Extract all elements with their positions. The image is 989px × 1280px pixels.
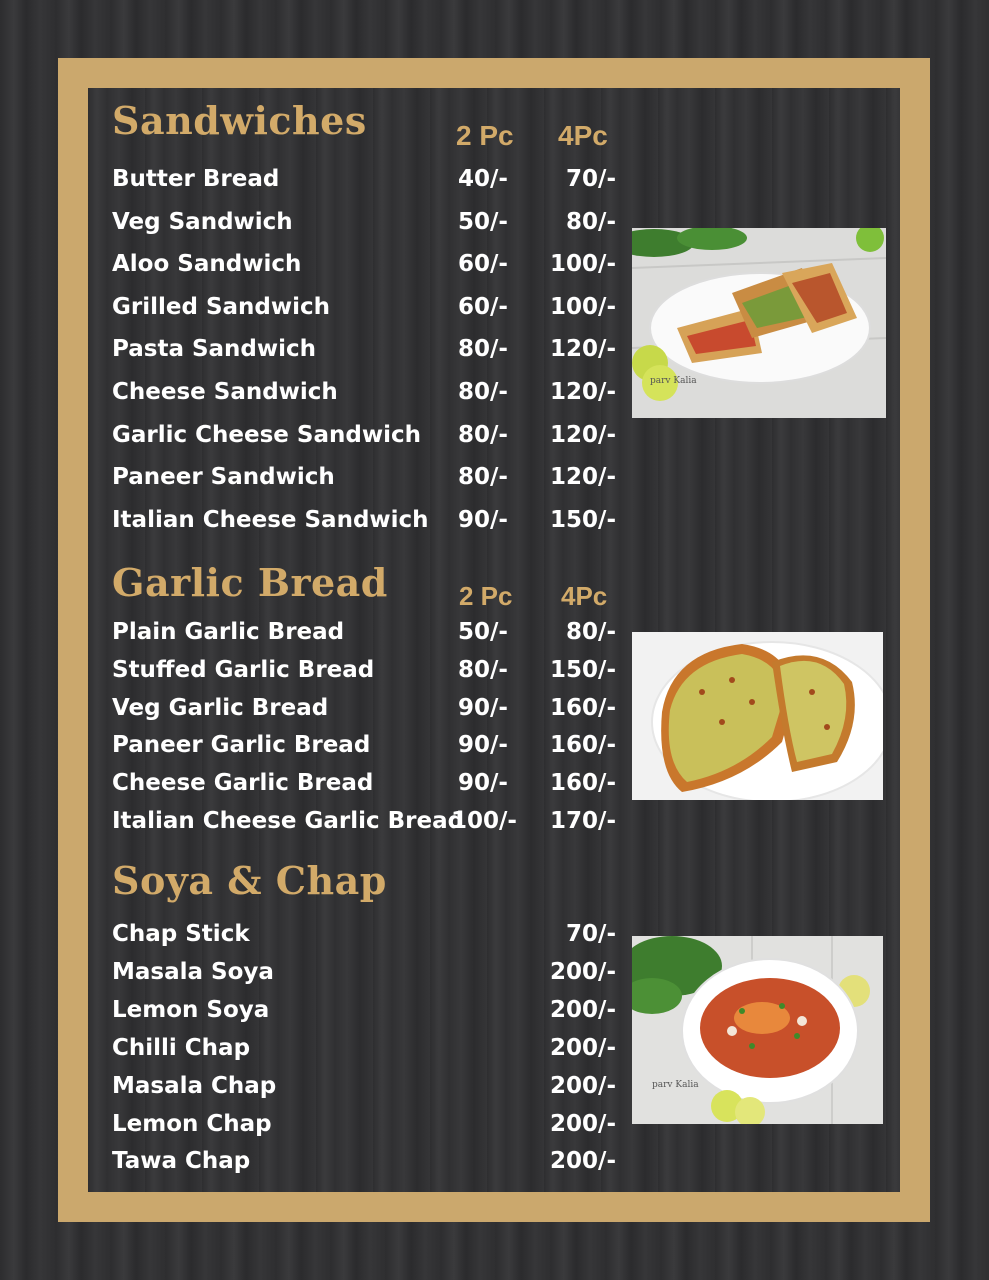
price-2pc: 80/- xyxy=(458,422,508,448)
price-4pc: 160/- xyxy=(550,732,616,758)
sandwich-illustration xyxy=(632,228,886,418)
item-name: Grilled Sandwich xyxy=(112,294,331,320)
price-4pc: 150/- xyxy=(550,657,616,683)
price-4pc: 120/- xyxy=(550,422,616,448)
item-name: Aloo Sandwich xyxy=(112,251,302,277)
item-price: 200/- xyxy=(550,959,616,985)
item-name: Lemon Chap xyxy=(112,1111,272,1137)
price-4pc: 120/- xyxy=(550,379,616,405)
section-title-sandwiches: Sandwiches xyxy=(112,98,367,143)
item-name: Butter Bread xyxy=(112,166,280,192)
item-name: Veg Sandwich xyxy=(112,209,293,235)
sandwich-photo xyxy=(632,228,886,418)
menu-item-row xyxy=(88,765,648,801)
item-name: Tawa Chap xyxy=(112,1148,251,1174)
garlic-bread-photo xyxy=(632,632,883,800)
item-price: 200/- xyxy=(550,1148,616,1174)
price-4pc: 120/- xyxy=(550,464,616,490)
item-name: Cheese Garlic Bread xyxy=(112,770,374,796)
price-2pc: 90/- xyxy=(458,507,508,533)
price-2pc: 40/- xyxy=(458,166,508,192)
price-4pc: 160/- xyxy=(550,695,616,721)
item-name: Garlic Cheese Sandwich xyxy=(112,422,421,448)
price-4pc: 100/- xyxy=(550,251,616,277)
item-name: Paneer Sandwich xyxy=(112,464,335,490)
item-name: Plain Garlic Bread xyxy=(112,619,345,645)
price-2pc: 100/- xyxy=(451,808,517,834)
menu-frame xyxy=(58,58,930,1222)
menu-item-row xyxy=(88,1068,648,1104)
menu-item-row xyxy=(88,652,648,688)
price-2pc: 50/- xyxy=(458,619,508,645)
price-2pc: 60/- xyxy=(458,251,508,277)
item-name: Chilli Chap xyxy=(112,1035,251,1061)
menu-item-row xyxy=(88,727,648,763)
section-title-soya-chap: Soya & Chap xyxy=(112,858,387,903)
menu-item-row xyxy=(88,161,648,197)
col-head-2pc: 2 Pc xyxy=(456,120,514,151)
chap-photo xyxy=(632,936,883,1124)
menu-item-row xyxy=(88,1106,648,1142)
item-name: Lemon Soya xyxy=(112,997,270,1023)
menu-item-row xyxy=(88,502,648,538)
price-4pc: 120/- xyxy=(550,336,616,362)
price-4pc: 160/- xyxy=(550,770,616,796)
item-name: Paneer Garlic Bread xyxy=(112,732,371,758)
price-4pc: 80/- xyxy=(566,619,616,645)
col-head-4pc: 4Pc xyxy=(561,581,608,611)
item-name: Stuffed Garlic Bread xyxy=(112,657,375,683)
menu-item-row xyxy=(88,289,648,325)
photo-credit: parv Kalia xyxy=(652,1080,699,1090)
item-price: 200/- xyxy=(550,1035,616,1061)
menu-item-row xyxy=(88,803,648,839)
price-2pc: 60/- xyxy=(458,294,508,320)
price-2pc: 80/- xyxy=(458,464,508,490)
price-2pc: 90/- xyxy=(458,770,508,796)
chap-illustration xyxy=(632,936,883,1124)
garlic-bread-illustration xyxy=(632,632,883,800)
menu-item-row xyxy=(88,992,648,1028)
item-name: Masala Soya xyxy=(112,959,274,985)
price-4pc: 150/- xyxy=(550,507,616,533)
menu-item-row xyxy=(88,954,648,990)
item-price: 70/- xyxy=(566,921,616,947)
col-head-2pc: 2 Pc xyxy=(459,581,513,611)
col-head-4pc: 4Pc xyxy=(558,120,608,151)
menu-item-row xyxy=(88,916,648,952)
price-2pc: 80/- xyxy=(458,336,508,362)
price-2pc: 50/- xyxy=(458,209,508,235)
price-4pc: 170/- xyxy=(550,808,616,834)
price-4pc: 100/- xyxy=(550,294,616,320)
menu-item-row xyxy=(88,614,648,650)
price-2pc: 80/- xyxy=(458,379,508,405)
item-price: 200/- xyxy=(550,1111,616,1137)
menu-item-row xyxy=(88,246,648,282)
menu-item-row xyxy=(88,690,648,726)
menu-item-row xyxy=(88,459,648,495)
item-name: Masala Chap xyxy=(112,1073,277,1099)
photo-credit: parv Kalia xyxy=(650,376,697,386)
menu-item-row xyxy=(88,417,648,453)
price-4pc: 70/- xyxy=(566,166,616,192)
menu-item-row xyxy=(88,331,648,367)
menu-item-row xyxy=(88,1143,648,1179)
price-2pc: 80/- xyxy=(458,657,508,683)
item-name: Italian Cheese Garlic Bread xyxy=(112,808,465,834)
item-name: Cheese Sandwich xyxy=(112,379,338,405)
price-2pc: 90/- xyxy=(458,695,508,721)
item-price: 200/- xyxy=(550,997,616,1023)
menu-panel xyxy=(88,88,900,1192)
price-4pc: 80/- xyxy=(566,209,616,235)
price-2pc: 90/- xyxy=(458,732,508,758)
item-name: Veg Garlic Bread xyxy=(112,695,329,721)
item-price: 200/- xyxy=(550,1073,616,1099)
item-name: Chap Stick xyxy=(112,921,250,947)
menu-item-row xyxy=(88,374,648,410)
menu-item-row xyxy=(88,204,648,240)
section-title-garlic-bread: Garlic Bread xyxy=(112,560,388,605)
item-name: Italian Cheese Sandwich xyxy=(112,507,429,533)
item-name: Pasta Sandwich xyxy=(112,336,317,362)
menu-item-row xyxy=(88,1030,648,1066)
